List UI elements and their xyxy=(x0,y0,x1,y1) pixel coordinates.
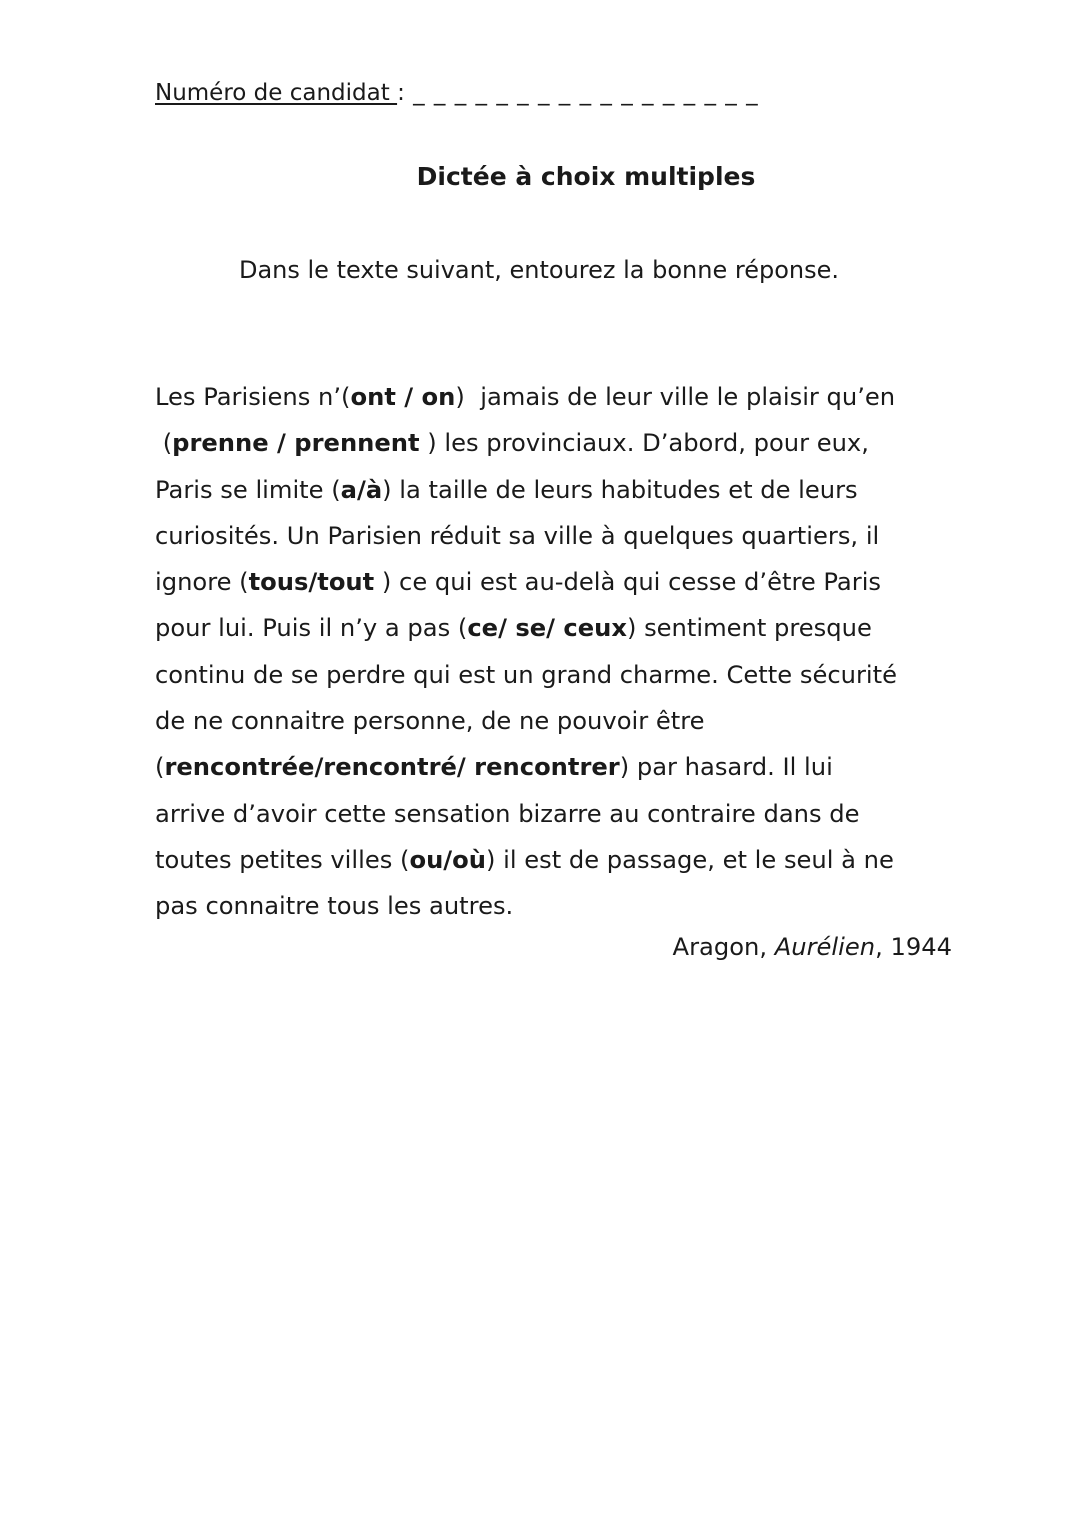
passage-line: Paris se limite (a/à) la taille de leurs habitudes et de leurs xyxy=(155,475,858,504)
passage-line: pour lui. Puis il n’y a pas (ce/ se/ ceux) sentiment presque xyxy=(155,614,872,643)
choice-group: ou/où xyxy=(409,845,486,874)
passage-line: continu de se perdre qui est un grand charme. Cette sécurité xyxy=(155,660,897,689)
dictation-passage xyxy=(155,374,955,930)
choice-group: ont / on xyxy=(350,383,456,411)
passage-line: (rencontrée/rencontré/ rencontrer) par hasard. Il lui xyxy=(155,753,833,782)
passage-line: arrive d’avoir cette sensation bizarre au contraire dans de xyxy=(155,799,860,828)
candidate-number-blank: _ _ _ _ _ _ _ _ _ _ _ _ _ _ _ _ _ xyxy=(404,80,759,106)
candidate-number-field xyxy=(155,78,759,108)
passage-line: (prenne / prennent ) les provinciaux. D’abord, pour eux, xyxy=(155,429,869,458)
attribution-work: Aurélien xyxy=(774,933,876,961)
passage-line: Les Parisiens n’(ont / on) jamais de leur ville le plaisir qu’en xyxy=(155,383,896,411)
candidate-number-colon: : xyxy=(397,80,405,106)
choice-group: rencontrée/rencontré/ rencontrer xyxy=(164,753,620,782)
instruction-text: Dans le texte suivant, entourez la bonne réponse. xyxy=(238,256,839,284)
choice-group: ce/ se/ ceux xyxy=(467,614,627,643)
attribution-year: , 1944 xyxy=(875,933,952,961)
passage-line: pas connaitre tous les autres. xyxy=(155,892,514,921)
page-title: Dictée à choix multiples xyxy=(416,162,756,191)
passage-line: curiosités. Un Parisien réduit sa ville à quelques quartiers, il xyxy=(155,521,880,550)
candidate-number-label: Numéro de candidat xyxy=(155,80,398,106)
choice-group: tous/tout xyxy=(248,568,375,597)
attribution-author: Aragon, xyxy=(672,933,775,961)
passage-line: de ne connaitre personne, de ne pouvoir être xyxy=(155,707,705,736)
passage-line: ignore (tous/tout ) ce qui est au-delà qui cesse d’être Paris xyxy=(155,568,882,597)
passage-line: toutes petites villes (ou/où) il est de passage, et le seul à ne xyxy=(155,845,894,874)
choice-group: a/à xyxy=(340,475,383,504)
source-attribution xyxy=(673,930,952,964)
choice-group: prenne / prennent xyxy=(172,429,420,458)
